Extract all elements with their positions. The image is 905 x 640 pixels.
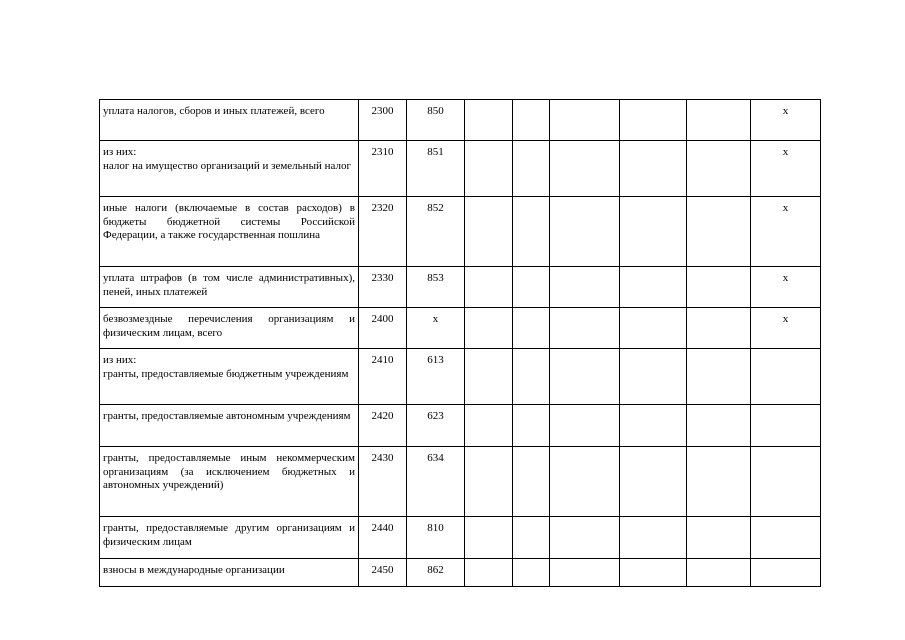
last-column-cell: x <box>751 308 821 349</box>
kbk-code-cell: 810 <box>407 517 465 559</box>
line-code-cell: 2400 <box>359 308 407 349</box>
value-cell <box>465 447 513 517</box>
table-row <box>100 517 821 559</box>
value-cell <box>687 100 751 141</box>
value-cell <box>687 349 751 405</box>
value-cell <box>465 100 513 141</box>
table-row <box>100 197 821 267</box>
line-code-cell: 2300 <box>359 100 407 141</box>
value-cell <box>465 349 513 405</box>
line-code-cell: 2330 <box>359 267 407 308</box>
kbk-code-cell: 853 <box>407 267 465 308</box>
value-cell <box>465 197 513 267</box>
value-cell <box>513 100 550 141</box>
line-code-cell: 2440 <box>359 517 407 559</box>
row-label-cell <box>100 100 359 141</box>
table-row <box>100 267 821 308</box>
last-column-cell <box>751 559 821 587</box>
value-cell <box>465 405 513 447</box>
value-cell <box>513 447 550 517</box>
last-column-cell <box>751 405 821 447</box>
value-cell <box>687 447 751 517</box>
line-code-cell: 2430 <box>359 447 407 517</box>
value-cell <box>465 559 513 587</box>
row-label-text: взносы в международные организации <box>103 564 285 576</box>
value-cell <box>687 267 751 308</box>
table-row <box>100 308 821 349</box>
row-label-cell <box>100 405 359 447</box>
value-cell <box>687 559 751 587</box>
row-label-text: уплата налогов, сборов и иных платежей, всего <box>103 105 325 117</box>
value-cell <box>513 405 550 447</box>
table-row <box>100 405 821 447</box>
value-cell <box>550 308 620 349</box>
row-label-text: иные налоги (включаемые в состав расходов) в бюджеты бюджетной системы Российской Федерации, а также государственная пошлина <box>103 202 355 241</box>
value-cell <box>687 308 751 349</box>
value-cell <box>620 308 687 349</box>
line-code-cell: 2320 <box>359 197 407 267</box>
value-cell <box>465 517 513 559</box>
kbk-code-cell: 850 <box>407 100 465 141</box>
line-code-cell: 2310 <box>359 141 407 197</box>
value-cell <box>513 267 550 308</box>
value-cell <box>550 447 620 517</box>
value-cell <box>620 349 687 405</box>
row-label-text: из них: <box>103 354 137 366</box>
value-cell <box>550 349 620 405</box>
row-label-cell <box>100 141 359 197</box>
kbk-code-cell: x <box>407 308 465 349</box>
row-label-text: уплата штрафов (в том числе административных), пеней, иных платежей <box>103 272 355 298</box>
table-row <box>100 100 821 141</box>
row-label-text: налог на имущество организаций и земельный налог <box>103 159 351 172</box>
value-cell <box>550 141 620 197</box>
row-label-cell <box>100 559 359 587</box>
last-column-cell <box>751 349 821 405</box>
kbk-code-cell: 852 <box>407 197 465 267</box>
row-label-text: из них: <box>103 146 137 158</box>
row-label-text: гранты, предоставляемые иным некоммерческим организациям (за исключением бюджетных и автономных учреждений) <box>103 452 355 491</box>
value-cell <box>550 517 620 559</box>
value-cell <box>687 141 751 197</box>
value-cell <box>513 517 550 559</box>
table-row <box>100 559 821 587</box>
table-row <box>100 349 821 405</box>
value-cell <box>620 141 687 197</box>
last-column-cell: x <box>751 197 821 267</box>
value-cell <box>620 197 687 267</box>
row-label-text: гранты, предоставляемые автономным учреждениям <box>103 410 351 422</box>
value-cell <box>513 308 550 349</box>
value-cell <box>513 559 550 587</box>
kbk-code-cell: 623 <box>407 405 465 447</box>
row-label-text: гранты, предоставляемые бюджетным учреждениям <box>103 367 349 380</box>
value-cell <box>513 197 550 267</box>
row-label-text: безвозмездные перечисления организациям и физическим лицам, всего <box>103 313 355 339</box>
row-label-cell <box>100 447 359 517</box>
line-code-cell: 2410 <box>359 349 407 405</box>
value-cell <box>620 447 687 517</box>
value-cell <box>513 141 550 197</box>
kbk-code-cell: 613 <box>407 349 465 405</box>
value-cell <box>620 405 687 447</box>
row-label-text: гранты, предоставляемые другим организациям и физическим лицам <box>103 522 355 548</box>
row-label-cell <box>100 308 359 349</box>
last-column-cell <box>751 447 821 517</box>
budget-report-table <box>99 99 821 587</box>
value-cell <box>550 100 620 141</box>
value-cell <box>620 517 687 559</box>
kbk-code-cell: 851 <box>407 141 465 197</box>
line-code-cell: 2450 <box>359 559 407 587</box>
value-cell <box>550 559 620 587</box>
value-cell <box>550 197 620 267</box>
value-cell <box>513 349 550 405</box>
value-cell <box>620 559 687 587</box>
value-cell <box>620 100 687 141</box>
row-label-cell <box>100 517 359 559</box>
value-cell <box>687 405 751 447</box>
last-column-cell <box>751 517 821 559</box>
row-label-cell <box>100 197 359 267</box>
last-column-cell: x <box>751 141 821 197</box>
line-code-cell: 2420 <box>359 405 407 447</box>
value-cell <box>550 405 620 447</box>
value-cell <box>465 267 513 308</box>
value-cell <box>465 141 513 197</box>
last-column-cell: x <box>751 267 821 308</box>
row-label-cell <box>100 349 359 405</box>
table-row <box>100 447 821 517</box>
value-cell <box>687 197 751 267</box>
value-cell <box>687 517 751 559</box>
row-label-cell <box>100 267 359 308</box>
last-column-cell: x <box>751 100 821 141</box>
value-cell <box>550 267 620 308</box>
value-cell <box>465 308 513 349</box>
table-row <box>100 141 821 197</box>
value-cell <box>620 267 687 308</box>
kbk-code-cell: 634 <box>407 447 465 517</box>
kbk-code-cell: 862 <box>407 559 465 587</box>
table-body <box>100 100 821 587</box>
